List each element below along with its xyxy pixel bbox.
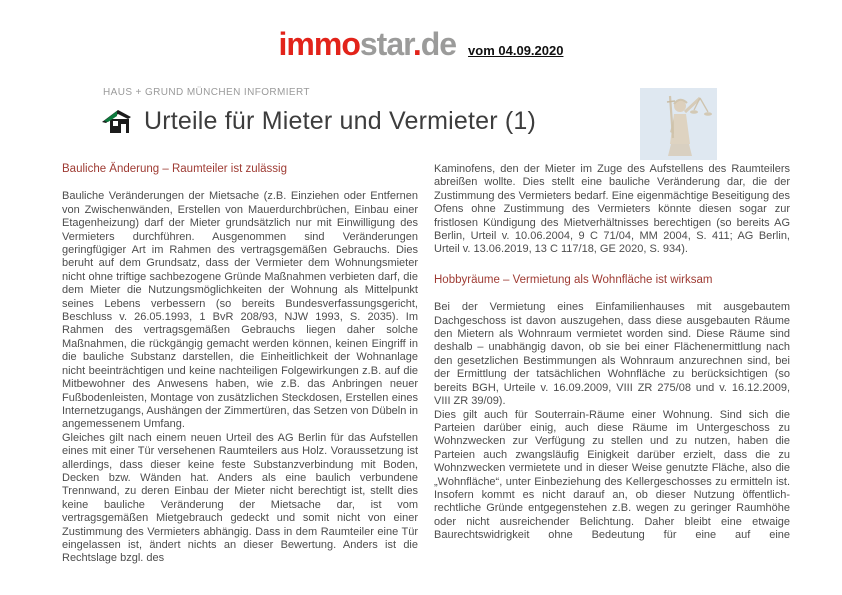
paragraph: Bei der Vermietung eines Einfamilienhauses mit ausgebautem Dachgeschoss ist davon auszugehen, dass diese ausgebauten Räume den Mietern als Wohnraum vermietet worden sind. Diese Räume sind deshalb – unabhängig davon, ob sie bei einer Flächenermittlung nach den gesetzlichen Bestimmungen als Wohnraum anzurechnen sind, bei der Ermittlung der tatsächlichen Wohnfläche zu berücksichtigen (so bereits BGH, Urteile v. 16.09.2009, VIII ZR 275/08 und v. 16.12.2009, VIII ZR 39/09). (434, 301, 790, 408)
masthead (0, 28, 842, 60)
logo-part-immo: immo (278, 26, 360, 62)
lady-justice-image (640, 88, 717, 160)
title-row (101, 107, 536, 136)
page-title: Urteile für Mieter und Vermieter (1) (144, 107, 537, 135)
logo-part-tld: de (420, 26, 457, 62)
logo-part-dot: . (412, 26, 421, 62)
paragraph: Kaminofens, den der Mieter im Zuge des Aufstellens des Raumteilers abreißen wollte. Dies stellt eine bauliche Veränderung dar, die der Zustimmung des Vermieters bedarf. Eine eigenmächtige Beseitigung des Ofens ohne Zustimmung des Vermieters könnte diesen sogar zur fristlosen Kündigung des Mietverhältnisses berechtigen (so bereits AG Berlin, Urteil v. 10.06.2004, 9 C 71/04, MM 2004, S. 411; AG Berlin, Urteil v. 13.06.2019, 13 C 117/18, GE 2020, S. 934). (434, 163, 790, 256)
paragraph: Dies gilt auch für Souterrain-Räume einer Wohnung. Sind sich die Parteien darüber einig, auch diese Räume im Untergeschoss zu Wohnzwecken zur Verfügung zu stellen und zu nutzen, haben die Parteien auch zwangsläufig Einigkeit darüber erzielt, dass die zu Wohnzwecken vermietete und in dieser Weise genutzte Fläche, also die „Wohnfläche“, unter Einbeziehung des Kellergeschosses zu ermitteln ist. Insofern kommt es nicht darauf an, ob dieser Nutzung öffentlich-rechtliche Gründe entgegenstehen z.B. wegen zu geringer Raumhöhe oder nicht ausreichender Belichtung. Daher bleibt eine etwaige Baurechtswidrigkeit ohne Bedeutung für eine auf eine (434, 408, 790, 542)
paragraph: Bauliche Veränderungen der Mietsache (z.B. Einziehen oder Entfernen von Zwischenwänden, Erstellen von Mauerdurchbrüchen, Einbau einer Etagenheizung) darf der Mieter grundsätzlich nur mit Einwilligung des Vermieters durchführen. Ausgenommen sind Veränderungen geringfügiger Art im Rahmen des vertragsgemäßen Gebrauchs. Dies beruht auf dem Grundsatz, dass der Vermieter dem Wohnungsmieter nicht ohne triftige sachbezogene Gründe Maßnahmen verbieten darf, die dem Mieter die Nutzungsmöglichkeiten der Wohnung als Mittelpunkt seines Lebens verbessern (so bereits Bundesverfassungsgericht, Beschluss v. 26.05.1993, 1 BvR 208/93, NJW 1993, S. 2035). Im Rahmen des vertragsgemäßen Gebrauchs liegen daher solche Maßnahmen, die rückgängig gemacht werden können, keinen Eingriff in die bauliche Substanz darstellen, die Einheitlichkeit der Wohnanlage nicht beeinträchtigen und keine nachteiligen Folgewirkungen z.B. auf die Mitbewohner des Anwesens haben, wie z.B. das Anbringen neuer Fußbodenleisten, Montage von zusätzlichen Steckdosen, Erstellen eines Internetzugangs, Aushängen der Zimmertüren, das Setzen von Dübeln in angemessenem Umfang. (62, 190, 418, 431)
paragraph: Gleiches gilt nach einem neuen Urteil des AG Berlin für das Aufstellen eines mit einer Tür versehenen Raumteilers aus Holz. Voraussetzung ist allerdings, dass dieser keine feste Substanzverbindung mit Boden, Decken bzw. Wänden hat. Anders als eine baulich verbundene Trennwand, zu deren Einbau der Mieter nicht berechtigt ist, stellt dies keine bauliche Veränderung der Mietsache dar, ist vom vertragsgemäßen Mietgebrauch gedeckt und somit nicht von einer Zustimmung des Vermieters abhängig. Dass in dem Raumteiler eine Tür eingelassen ist, ändert nichts an dieser Bewertung. Anders ist die Rechtslage bzgl. des (62, 431, 418, 565)
kicker-text: HAUS + GRUND MÜNCHEN INFORMIERT (103, 87, 310, 98)
immostar-logo (279, 28, 457, 60)
article-body (62, 163, 790, 566)
left-column (62, 163, 418, 566)
section-heading-hobbyraeume: Hobbyräume – Vermietung als Wohnfläche ist wirksam (434, 273, 713, 286)
logo-part-star: star (359, 26, 413, 62)
issue-date-link[interactable]: vom 04.09.2020 (468, 43, 564, 58)
right-column (434, 163, 790, 566)
section-heading-raumteiler: Bauliche Änderung – Raumteiler ist zulässig (62, 163, 288, 175)
house-icon (101, 109, 133, 135)
